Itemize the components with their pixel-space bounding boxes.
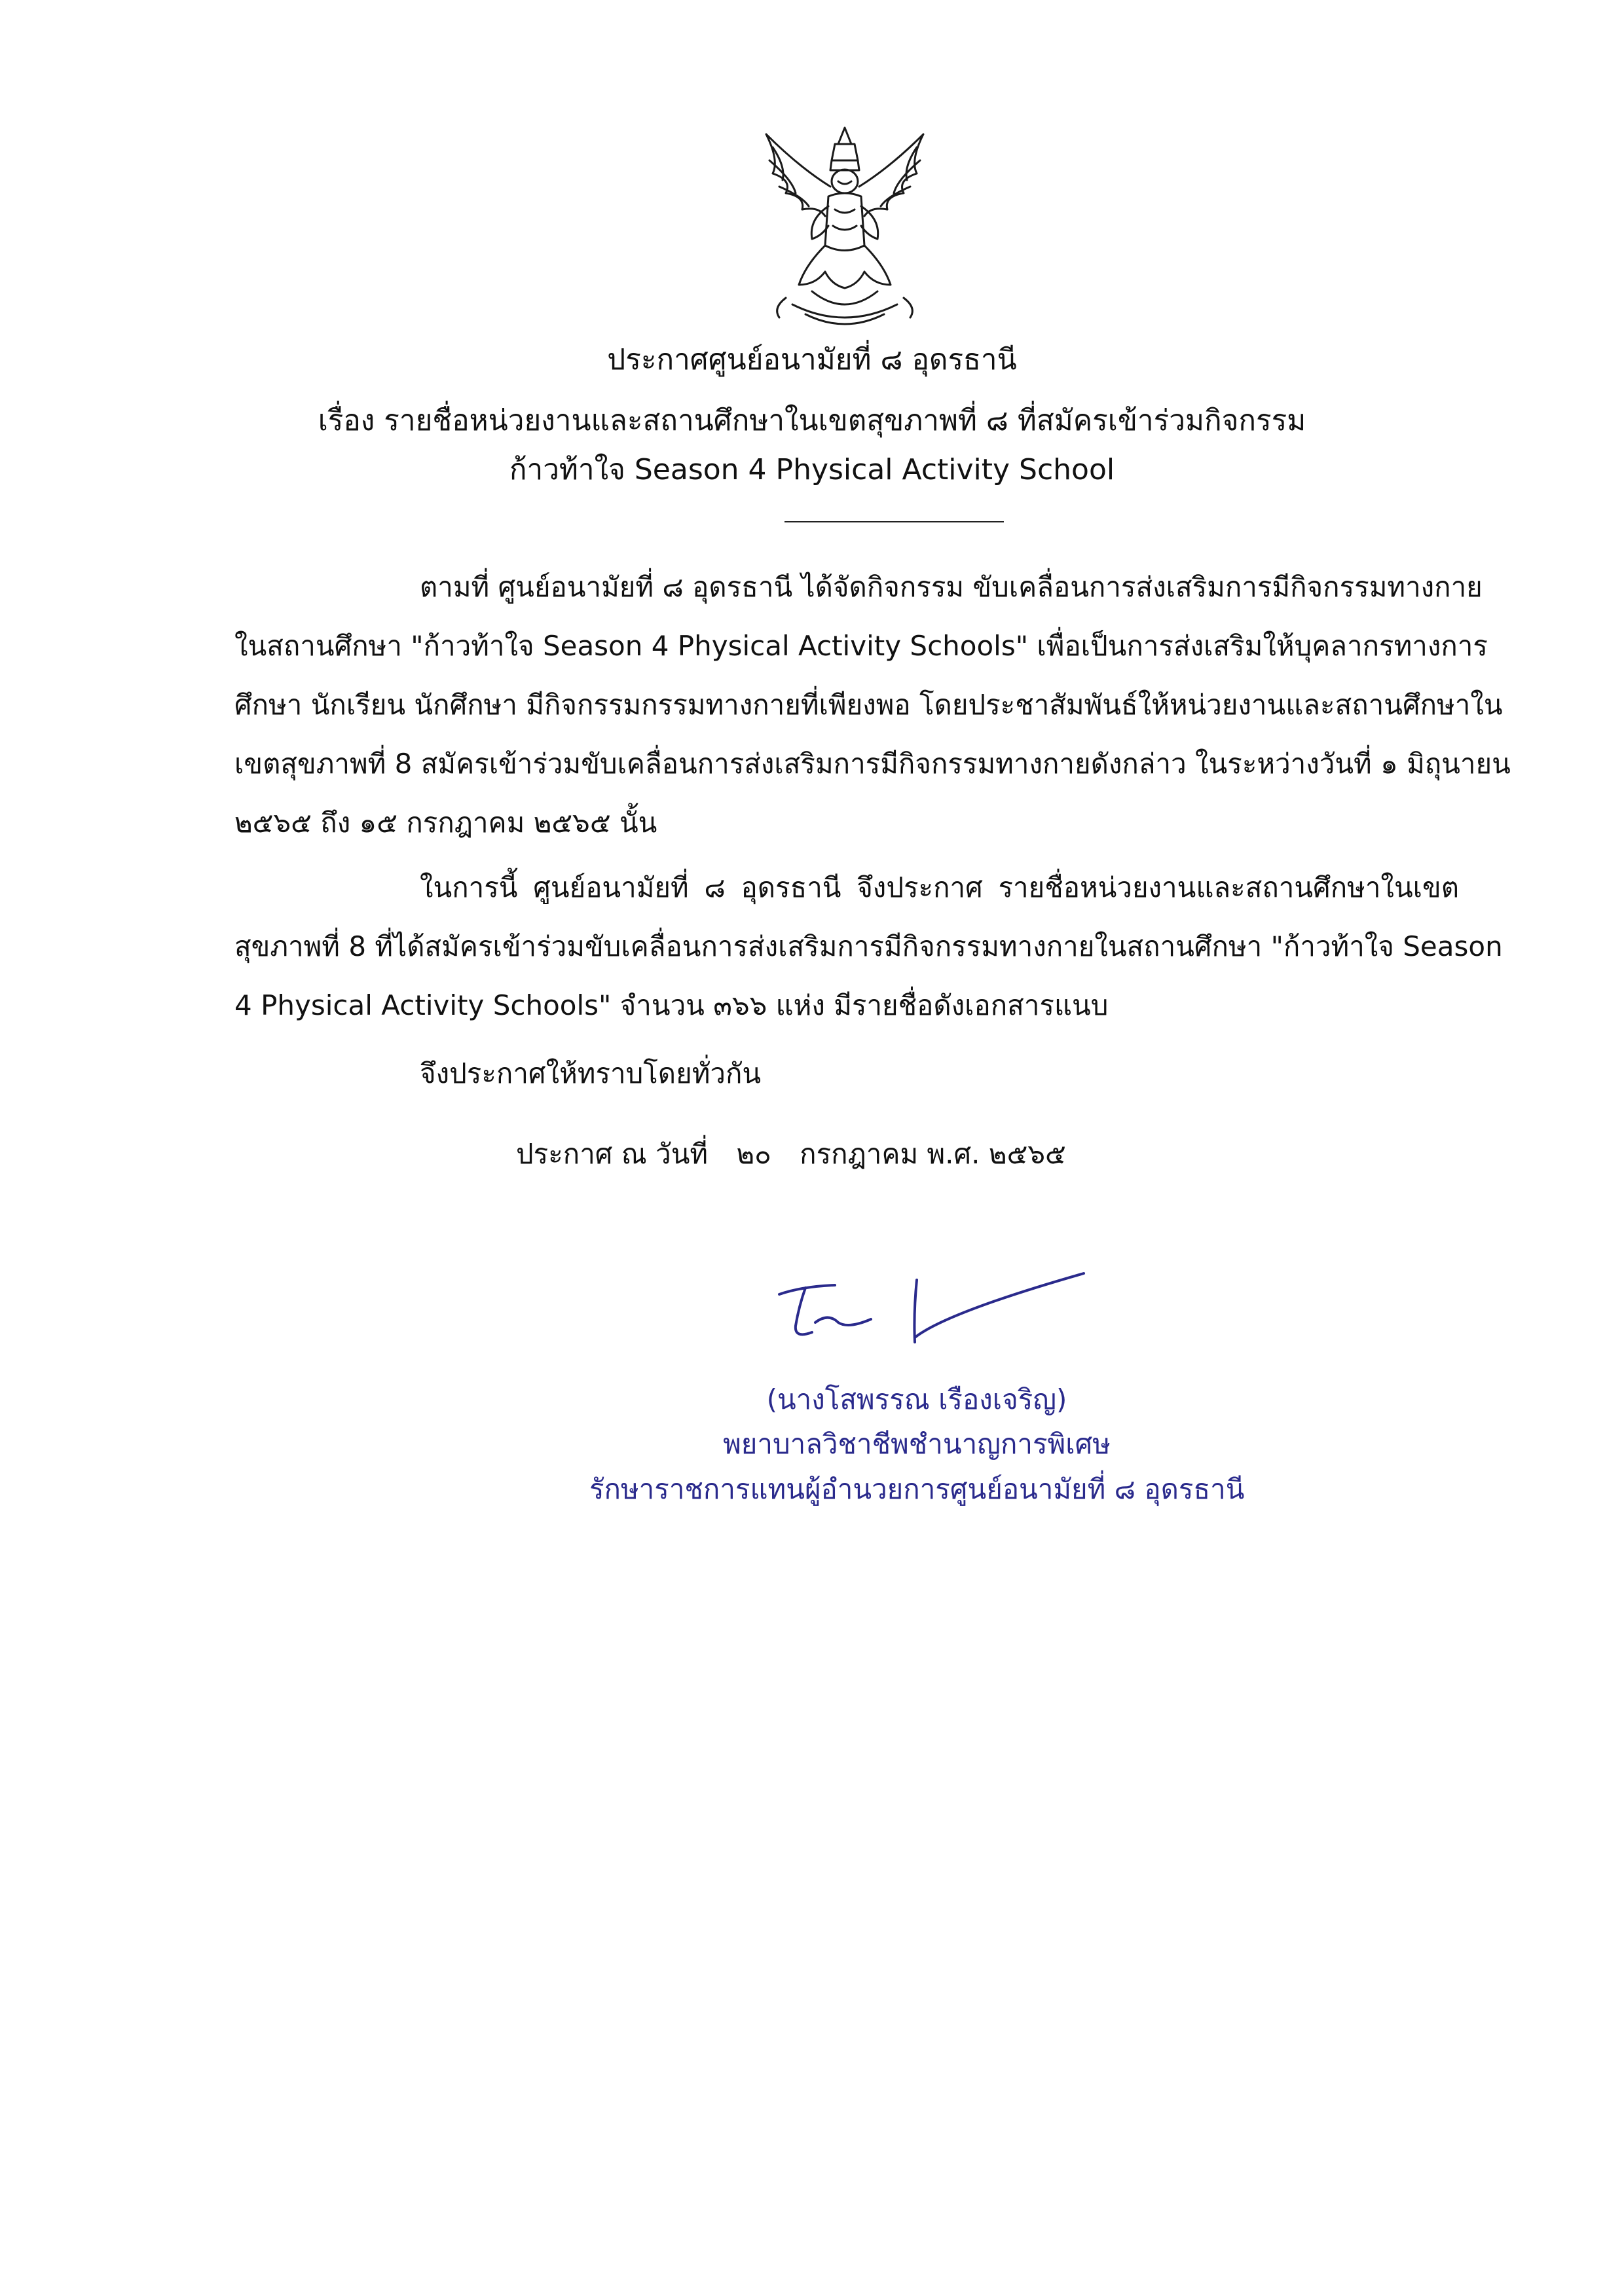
date-day: ๒๐ <box>736 1138 771 1170</box>
body-paragraph-2 <box>234 858 1503 1035</box>
announcement-subject: เรื่อง รายชื่อหน่วยงานและสถานศึกษาในเขตสุขภาพที่ ๘ ที่สมัครเข้าร่วมกิจกรรม <box>318 404 1306 437</box>
signer-acting-role: รักษาราชการแทนผู้อำนวยการศูนย์อนามัยที่ ๘ อุดรธานี <box>589 1473 1245 1505</box>
announcement-subject-continued: ก้าวท้าใจ Season 4 Physical Activity School <box>509 453 1115 486</box>
handwritten-signature <box>776 1267 1090 1352</box>
announcement-date <box>516 1135 1086 1174</box>
date-month-year: กรกฎาคม พ.ศ. ๒๕๖๕ <box>800 1138 1066 1170</box>
date-prefix: ประกาศ ณ วันที่ <box>516 1138 709 1170</box>
signer-position: พยาบาลวิชาชีพชำนาญการพิเศษ <box>723 1428 1111 1460</box>
paragraph-line: สุขภาพที่ 8 ที่ได้สมัครเข้าร่วมขับเคลื่อนการส่งเสริมการมีกิจกรรมทางกายในสถานศึกษา "ก้าวท้าใจ Season <box>234 930 1503 962</box>
announcement-heading: ประกาศศูนย์อนามัยที่ ๘ อุดรธานี <box>607 343 1017 376</box>
paragraph-line: ๒๕๖๕ ถึง ๑๕ กรกฎาคม ๒๕๖๕ นั้น <box>234 807 657 839</box>
body-paragraph-1 <box>234 558 1511 852</box>
paragraph-line: ตามที่ ศูนย์อนามัยที่ ๘ อุดรธานี ได้จัดกิจกรรม ขับเคลื่อนการส่งเสริมการมีกิจกรรมทางกาย <box>420 571 1483 603</box>
garuda-emblem-icon <box>747 121 943 337</box>
header-divider <box>784 521 1004 522</box>
signer-name: (นางโสพรรณ เรืองเจริญ) <box>766 1383 1067 1415</box>
paragraph-line: ศึกษา นักเรียน นักศึกษา มีกิจกรรมกรรมทางกายที่เพียงพอ โดยประชาสัมพันธ์ให้หน่วยงานและสถานศึกษาใน <box>234 689 1503 721</box>
paragraph-line: ในการนี้ ศูนย์อนามัยที่ ๘ อุดรธานี จึงประกาศ รายชื่อหน่วยงานและสถานศึกษาในเขต <box>420 871 1459 903</box>
paragraph-line: 4 Physical Activity Schools" จำนวน ๓๖๖ แห่ง มีรายชื่อดังเอกสารแนบ <box>234 989 1109 1021</box>
closing-statement: จึงประกาศให้ทราบโดยทั่วกัน <box>420 1057 762 1089</box>
paragraph-line: เขตสุขภาพที่ 8 สมัครเข้าร่วมขับเคลื่อนการส่งเสริมการมีกิจกรรมทางกายดังกล่าว ในระหว่างวันที่ ๑ มิถุนายน <box>234 748 1511 780</box>
paragraph-line: ในสถานศึกษา "ก้าวท้าใจ Season 4 Physical Activity Schools" เพื่อเป็นการส่งเสริมให้บุคลากรทางการ <box>234 630 1488 662</box>
